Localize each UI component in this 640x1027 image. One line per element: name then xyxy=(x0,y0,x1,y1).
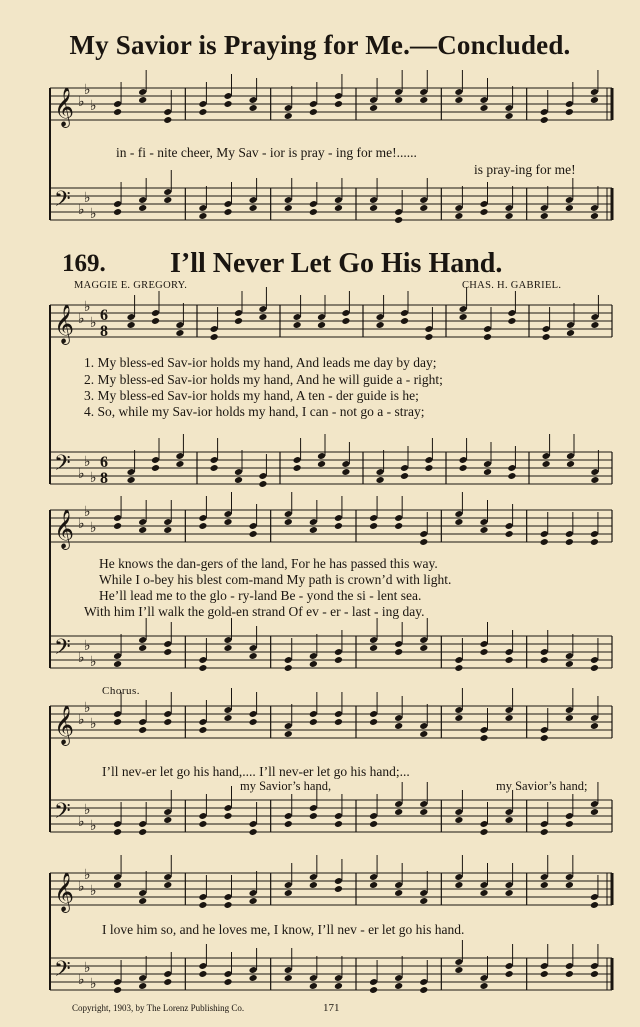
note-head xyxy=(284,889,293,897)
note-head xyxy=(394,96,403,104)
note-head xyxy=(113,828,122,836)
note-head xyxy=(334,522,343,530)
note-head xyxy=(309,881,318,889)
flat-icon: ♭ xyxy=(90,98,97,114)
flat-icon: ♭ xyxy=(90,654,97,670)
note-head xyxy=(479,104,488,112)
note-head xyxy=(479,828,488,836)
flat-icon: ♭ xyxy=(78,516,85,532)
note-head xyxy=(369,644,378,652)
note-head xyxy=(400,317,409,325)
note-head xyxy=(175,460,184,468)
note-head xyxy=(542,333,551,341)
note-head xyxy=(505,714,514,722)
note-head xyxy=(507,472,516,480)
flat-icon: ♭ xyxy=(84,190,91,206)
flat-icon: ♭ xyxy=(78,466,85,482)
note-head xyxy=(479,648,488,656)
note-head xyxy=(249,104,258,112)
page-number: 171 xyxy=(323,1002,340,1014)
note-head xyxy=(419,986,428,994)
note-head xyxy=(459,464,468,472)
note-head xyxy=(163,978,172,986)
note-head xyxy=(454,714,463,722)
note-head xyxy=(113,718,122,726)
note-head xyxy=(113,108,122,116)
treble-clef-icon: 𝄞 xyxy=(54,87,75,127)
verse-2-line-2: While I o-bey his blest com-mand My path is crown’d with light. xyxy=(99,572,452,587)
flat-icon: ♭ xyxy=(84,700,91,716)
note-head xyxy=(293,464,302,472)
note-head xyxy=(138,982,147,990)
treble-clef-icon: 𝄞 xyxy=(54,304,75,344)
treble-clef-icon: 𝄞 xyxy=(54,872,75,912)
note-head xyxy=(565,660,574,668)
note-head xyxy=(284,730,293,738)
note-head xyxy=(540,212,549,220)
chorus-line-2: I love him so, and he loves me, I know, I’ll nev - er let go his hand. xyxy=(102,922,465,937)
note-head xyxy=(565,538,574,546)
note-head xyxy=(419,644,428,652)
note-head xyxy=(590,808,599,816)
note-head xyxy=(479,208,488,216)
note-head xyxy=(540,970,549,978)
note-head xyxy=(113,208,122,216)
note-head xyxy=(505,656,514,664)
note-head xyxy=(198,664,207,672)
note-head xyxy=(505,889,514,897)
note-head xyxy=(334,982,343,990)
time-signature-bottom: 8 xyxy=(100,323,108,340)
note-head xyxy=(454,966,463,974)
note-head xyxy=(309,208,318,216)
chorus-echo-a: my Savior’s hand, xyxy=(240,779,332,793)
note-head xyxy=(127,321,136,329)
note-head xyxy=(590,901,599,909)
note-head xyxy=(151,317,160,325)
note-head xyxy=(565,970,574,978)
note-head xyxy=(454,518,463,526)
chorus-line-1: I’ll nev-er let go his hand,.... I’ll nev-er let go his hand;... xyxy=(102,764,410,779)
note-head xyxy=(223,812,232,820)
bass-clef-icon: 𝄢 xyxy=(54,957,71,987)
note-head xyxy=(566,329,575,337)
note-head xyxy=(334,718,343,726)
note-head xyxy=(507,317,516,325)
note-head xyxy=(334,885,343,893)
note-head xyxy=(505,112,514,120)
note-head xyxy=(334,820,343,828)
note-head xyxy=(163,816,172,824)
note-head xyxy=(223,978,232,986)
note-head xyxy=(113,881,122,889)
note-head xyxy=(309,526,318,534)
flat-icon: ♭ xyxy=(78,650,85,666)
note-head xyxy=(394,648,403,656)
flat-icon: ♭ xyxy=(84,299,91,315)
note-head xyxy=(284,204,293,212)
flat-icon: ♭ xyxy=(90,206,97,222)
flat-icon: ♭ xyxy=(90,470,97,486)
note-head xyxy=(163,526,172,534)
note-head xyxy=(309,718,318,726)
note-head xyxy=(334,100,343,108)
composer-credit: CHAS. H. GABRIEL. xyxy=(462,280,562,291)
note-head xyxy=(163,881,172,889)
note-head xyxy=(138,96,147,104)
flat-icon: ♭ xyxy=(78,972,85,988)
note-head xyxy=(369,820,378,828)
note-head xyxy=(284,112,293,120)
note-head xyxy=(223,208,232,216)
note-head xyxy=(424,464,433,472)
treble-clef-icon: 𝄞 xyxy=(54,509,75,549)
note-head xyxy=(394,216,403,224)
note-head xyxy=(138,726,147,734)
flat-icon: ♭ xyxy=(84,454,91,470)
time-signature-top: 6 xyxy=(100,307,108,324)
note-head xyxy=(419,897,428,905)
flat-icon: ♭ xyxy=(84,82,91,98)
note-head xyxy=(590,476,599,484)
note-head xyxy=(249,530,258,538)
verse-3-line-1: 3. My bless-ed Sav-ior holds my hand, A ten - der guide is he; xyxy=(84,388,419,403)
note-head xyxy=(369,522,378,530)
note-head xyxy=(223,714,232,722)
note-head xyxy=(163,196,172,204)
note-head xyxy=(317,460,326,468)
note-head xyxy=(565,204,574,212)
note-head xyxy=(483,333,492,341)
note-head xyxy=(459,313,468,321)
note-head xyxy=(483,468,492,476)
note-head xyxy=(249,828,258,836)
note-head xyxy=(369,104,378,112)
note-head xyxy=(334,656,343,664)
note-head xyxy=(284,518,293,526)
note-head xyxy=(210,333,219,341)
note-head xyxy=(151,464,160,472)
note-head xyxy=(249,204,258,212)
note-head xyxy=(113,660,122,668)
note-head xyxy=(369,204,378,212)
note-head xyxy=(419,808,428,816)
note-head xyxy=(590,722,599,730)
flat-icon: ♭ xyxy=(78,202,85,218)
flat-icon: ♭ xyxy=(90,716,97,732)
note-head xyxy=(376,476,385,484)
note-head xyxy=(590,664,599,672)
flat-icon: ♭ xyxy=(90,976,97,992)
note-head xyxy=(540,116,549,124)
note-head xyxy=(309,108,318,116)
concluded-lyric: in - fi - nite cheer, My Sav - ior is pray - ing for me!...... xyxy=(116,145,417,160)
bass-clef-icon: 𝄢 xyxy=(54,451,71,481)
note-head xyxy=(540,734,549,742)
note-head xyxy=(309,982,318,990)
note-head xyxy=(565,820,574,828)
note-head xyxy=(419,96,428,104)
note-head xyxy=(394,808,403,816)
verse-3-line-2: He’ll lead me to the glo - ry-land Be - yond the si - lent sea. xyxy=(99,588,422,603)
note-head xyxy=(284,664,293,672)
note-head xyxy=(590,212,599,220)
flat-icon: ♭ xyxy=(90,520,97,536)
note-head xyxy=(505,816,514,824)
note-head xyxy=(540,538,549,546)
note-head xyxy=(138,828,147,836)
note-head xyxy=(505,530,514,538)
note-head xyxy=(334,204,343,212)
note-head xyxy=(540,881,549,889)
bass-clef-icon: 𝄢 xyxy=(54,187,71,217)
note-head xyxy=(369,718,378,726)
note-head xyxy=(198,212,207,220)
note-head xyxy=(163,116,172,124)
note-head xyxy=(198,108,207,116)
flat-icon: ♭ xyxy=(84,802,91,818)
note-head xyxy=(284,974,293,982)
note-head xyxy=(590,321,599,329)
flat-icon: ♭ xyxy=(84,504,91,520)
note-head xyxy=(249,652,258,660)
note-head xyxy=(505,212,514,220)
flat-icon: ♭ xyxy=(78,879,85,895)
note-head xyxy=(590,970,599,978)
bass-clef-icon: 𝄢 xyxy=(54,635,71,665)
note-head xyxy=(590,96,599,104)
time-signature-bottom: 8 xyxy=(100,470,108,487)
bass-clef-icon: 𝄢 xyxy=(54,799,71,829)
note-head xyxy=(249,974,258,982)
note-head xyxy=(565,714,574,722)
chorus-echo-b: my Savior’s hand; xyxy=(496,779,588,793)
note-head xyxy=(540,656,549,664)
note-head xyxy=(198,820,207,828)
note-head xyxy=(198,522,207,530)
verse-4-line-2: With him I’ll walk the gold-en strand Of ev - er - last - ing day. xyxy=(84,604,425,619)
verse-4-line-1: 4. So, while my Sav-ior holds my hand, I can - not go a - stray; xyxy=(84,404,425,419)
verse-1-line-1: 1. My bless-ed Sav-ior holds my hand, And leads me day by day; xyxy=(84,355,437,370)
note-head xyxy=(234,476,243,484)
note-head xyxy=(198,901,207,909)
continued-title: My Savior is Praying for Me.—Concluded. xyxy=(69,30,571,60)
note-head xyxy=(566,460,575,468)
note-head xyxy=(293,321,302,329)
note-head xyxy=(369,986,378,994)
note-head xyxy=(163,718,172,726)
hymn-number: 169. xyxy=(62,250,106,277)
flat-icon: ♭ xyxy=(78,94,85,110)
note-head xyxy=(138,526,147,534)
note-head xyxy=(369,881,378,889)
note-head xyxy=(163,648,172,656)
note-head xyxy=(454,881,463,889)
note-head xyxy=(540,828,549,836)
note-head xyxy=(505,970,514,978)
note-head xyxy=(565,108,574,116)
note-head xyxy=(198,970,207,978)
flat-icon: ♭ xyxy=(84,867,91,883)
flat-icon: ♭ xyxy=(78,311,85,327)
note-head xyxy=(479,889,488,897)
hymn-title: I’ll Never Let Go His Hand. xyxy=(170,248,503,279)
note-head xyxy=(419,204,428,212)
note-head xyxy=(317,321,326,329)
verse-1-line-2: He knows the dan-gers of the land, For he has passed this way. xyxy=(99,556,438,571)
note-head xyxy=(424,333,433,341)
note-head xyxy=(198,726,207,734)
note-head xyxy=(223,518,232,526)
note-head xyxy=(175,329,184,337)
note-head xyxy=(113,522,122,530)
flat-icon: ♭ xyxy=(84,638,91,654)
note-head xyxy=(284,820,293,828)
note-head xyxy=(249,897,258,905)
note-head xyxy=(454,212,463,220)
note-head xyxy=(454,816,463,824)
note-head xyxy=(419,538,428,546)
note-head xyxy=(138,897,147,905)
note-head xyxy=(223,901,232,909)
note-head xyxy=(479,982,488,990)
note-head xyxy=(479,526,488,534)
note-head xyxy=(223,100,232,108)
note-head xyxy=(479,734,488,742)
flat-icon: ♭ xyxy=(90,818,97,834)
note-head xyxy=(341,468,350,476)
note-head xyxy=(394,522,403,530)
note-head xyxy=(454,96,463,104)
note-head xyxy=(542,460,551,468)
note-head xyxy=(394,722,403,730)
flat-icon: ♭ xyxy=(90,315,97,331)
note-head xyxy=(309,660,318,668)
note-head xyxy=(234,317,243,325)
note-head xyxy=(309,812,318,820)
note-head xyxy=(210,464,219,472)
note-head xyxy=(590,538,599,546)
time-signature-top: 6 xyxy=(100,454,108,471)
note-head xyxy=(394,982,403,990)
note-head xyxy=(419,730,428,738)
note-head xyxy=(454,664,463,672)
author-credit: MAGGIE E. GREGORY. xyxy=(74,280,188,291)
note-head xyxy=(565,881,574,889)
note-head xyxy=(394,889,403,897)
note-head xyxy=(138,644,147,652)
flat-icon: ♭ xyxy=(90,883,97,899)
note-head xyxy=(223,644,232,652)
note-head xyxy=(113,986,122,994)
verse-2-line-1: 2. My bless-ed Sav-ior holds my hand, And he will guide a - right; xyxy=(84,372,443,387)
copyright-notice: Copyright, 1903, by The Lorenz Publishing Co. xyxy=(72,1003,245,1013)
chorus-label: Chorus. xyxy=(102,685,141,697)
flat-icon: ♭ xyxy=(78,712,85,728)
note-head xyxy=(127,476,136,484)
note-head xyxy=(138,204,147,212)
note-head xyxy=(258,480,267,488)
note-head xyxy=(341,317,350,325)
flat-icon: ♭ xyxy=(78,814,85,830)
flat-icon: ♭ xyxy=(84,960,91,976)
concluded-echo-lyric: is pray-ing for me! xyxy=(474,162,576,177)
treble-clef-icon: 𝄞 xyxy=(54,705,75,745)
note-head xyxy=(400,472,409,480)
note-head xyxy=(258,313,267,321)
note-head xyxy=(249,718,258,726)
note-head xyxy=(376,321,385,329)
